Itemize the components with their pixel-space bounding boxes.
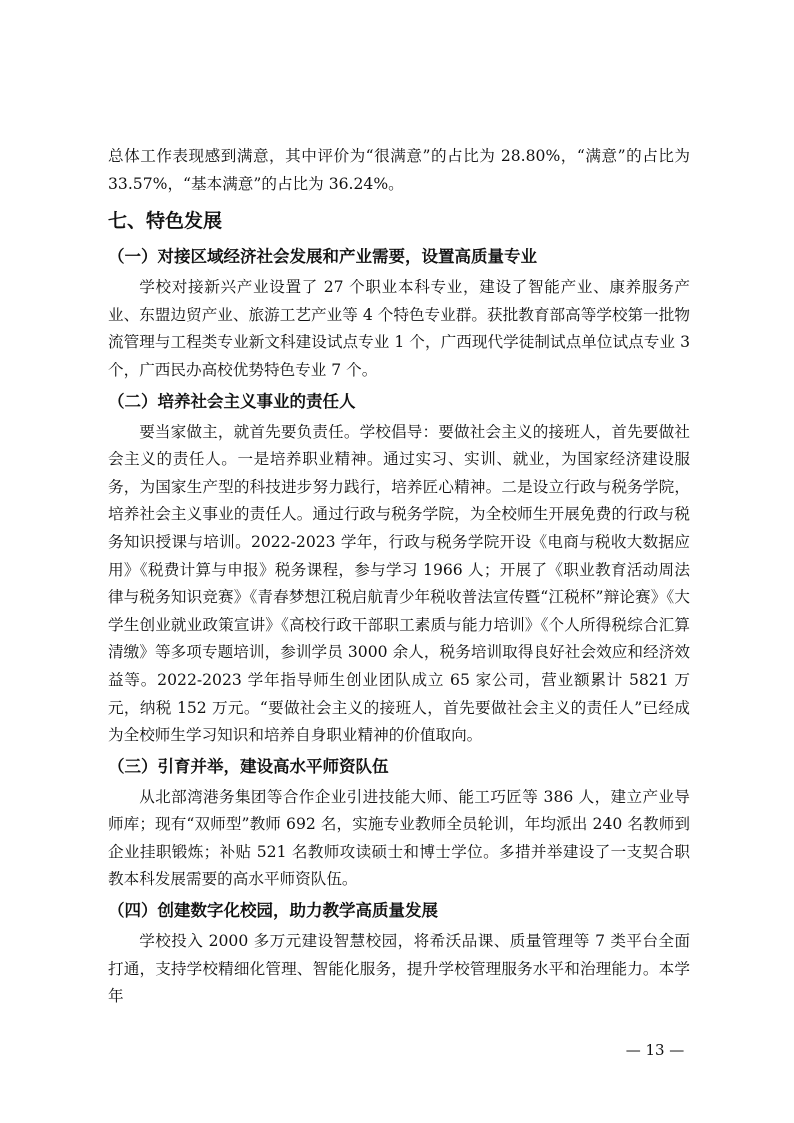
intro-paragraph: 总体工作表现感到满意，其中评价为“很满意”的占比为 28.80%，“满意”的占比为 33.57%，“基本满意”的占比为 36.24%。	[108, 147, 690, 193]
subsection-heading-3: （三）引育并举，建设高水平师资队伍	[108, 756, 389, 776]
section-title: 七、特色发展	[108, 210, 223, 233]
subsection-paragraph-2: 要当家做主，就首先要负责任。学校倡导：要做社会主义的接班人，首先要做社会主义的责任人。一是培养职业精神。通过实习、实训、就业，为国家经济建设服务，为国家生产型的科技进步努力践行，培养匠心精神。二是设立行政与税务学院，培养社会主义事业的责任人。通过行政与税务学院，为全校师生开展免费的行政与税务知识授课与培训。2022-2023 学年，行政与税务学院开设《电商与税收大数据应用》《税费计算与申报》税务课程，参与学习 1966 人；开展了《职业教育活动周法律与税务知识竞赛》《青春梦想江税启航青少年税收普法宣传暨“江税杯”辩论赛》《大学生创业就业政策宣讲》《高校行政干部职工素质与能力培训》《个人所得税综合汇算清缴》等多项专题培训，参训学员 3000 余人，税务培训取得良好社会效应和经济效益等。2022-2023 学年指导师生创业团队成立 65 家公司，营业额累计 5821 万元，纳税 152 万元。“要做社会主义的接班人，首先要做社会主义的责任人”已经成为全校师生学习知识和培养自身职业精神的价值取向。	[108, 422, 690, 745]
subsection-heading-4: （四）创建数字化校园，助力教学高质量发展	[108, 901, 438, 921]
subsection-heading-1: （一）对接区域经济社会发展和产业需要，设置高质量专业	[108, 247, 537, 267]
subsection-paragraph-4: 学校投入 2000 多万元建设智慧校园，将希沃品课、质量管理等 7 类平台全面打通，支持学校精细化管理、智能化服务，提升学校管理服务水平和治理能力。本学年	[108, 932, 690, 1006]
subsection-paragraph-1: 学校对接新兴产业设置了 27 个职业本科专业，建设了智能产业、康养服务产业、东盟边贸产业、旅游工艺产业等 4 个特色专业群。获批教育部高等学校第一批物流管理与工程类专业新文科建设试点专业 1 个，广西现代学徒制试点单位试点专业 3 个，广西民办高校优势特色专业 7 个。	[108, 278, 690, 379]
subsection-heading-2: （二）培养社会主义事业的责任人	[108, 391, 356, 411]
page-number: — 13 —	[625, 1041, 685, 1059]
subsection-paragraph-3: 从北部湾港务集团等合作企业引进技能大师、能工巧匠等 386 人，建立产业导师库；现有“双师型”教师 692 名，实施专业教师全员轮训，年均派出 240 名教师到企业挂职锻炼；补贴 521 名教师攻读硕士和博士学位。多措并举建设了一支契合职教本科发展需要的高水平师资队伍。	[108, 787, 690, 889]
document-page	[108, 143, 690, 1011]
